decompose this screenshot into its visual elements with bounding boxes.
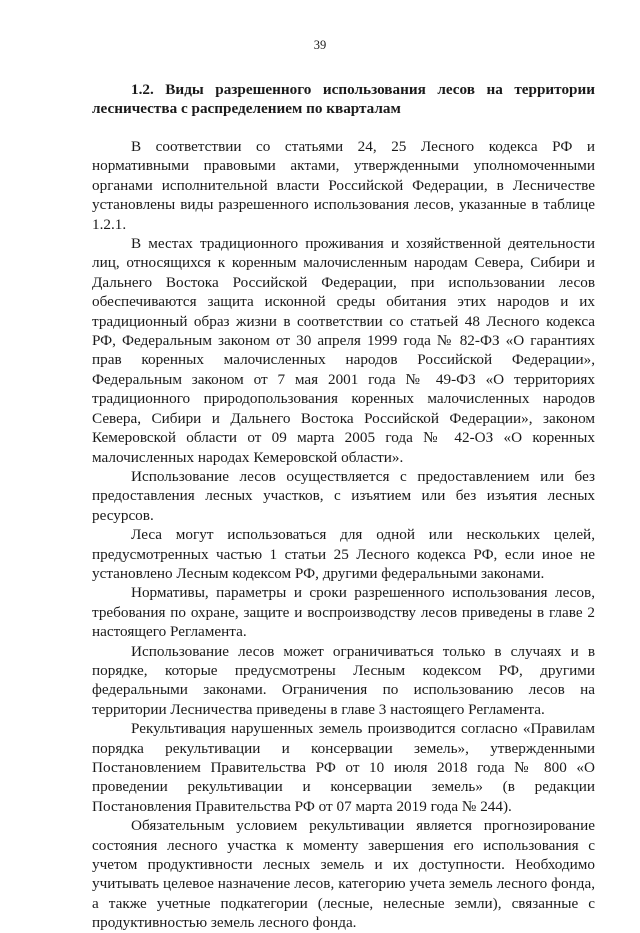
paragraph: Обязательным условием рекультивации является прогнозирование состояния лесного участка к моменту завершения его использования с учетом продуктивности лесных земель и их доступности. Необходимо учитывать целевое назначение лесов, категорию учета земель лесного фонда, а также учетные подкатегории (лесные, нелесные земли), связанные с продуктивностью земель лесного фонда.	[92, 817, 595, 932]
document-body	[92, 80, 595, 933]
paragraph: Использование лесов может ограничиваться только в случаях и в порядке, которые предусмотрены Лесным кодексом РФ, другими федеральными законами. Ограничения по использованию лесов на территории Лесничества приведены в главе 3 настоящего Регламента.	[92, 642, 595, 718]
paragraph: В местах традиционного проживания и хозяйственной деятельности лиц, относящихся к коренным малочисленным народам Севера, Сибири и Дальнего Востока Российской Федерации, при использовании лесов обеспечиваются защита исконной среды обитания этих народов и их традиционный образ жизни в соответствии со статьей 48 Лесного кодекса РФ, Федеральным законом от 30 апреля 1999 года № 82-ФЗ «О гарантиях прав коренных малочисленных народов Российской Федерации», Федеральным законом от 7 мая 2001 года № 49-ФЗ «О территориях традиционного природопользования коренных малочисленных народов Севера, Сибири и Дальнего Востока Российской Федерации», законом Кемеровской области от 09 марта 2005 года № 42-ОЗ «О коренных малочисленных народах Кемеровской области».	[92, 235, 595, 466]
paragraph: В соответствии со статьями 24, 25 Лесного кодекса РФ и нормативными правовыми актами, утвержденными уполномоченными органами исполнительной власти Российской Федерации, в Лесничестве установлены виды разрешенного использования лесов, указанные в таблице 1.2.1.	[92, 138, 595, 233]
paragraph: Нормативы, параметры и сроки разрешенного использования лесов, требования по охране, защите и воспроизводству лесов приведены в главе 2 настоящего Регламента.	[92, 584, 595, 641]
paragraph: Леса могут использоваться для одной или нескольких целей, предусмотренных частью 1 статьи 25 Лесного кодекса РФ, если иное не установлено Лесным кодексом РФ, другими федеральными законами.	[92, 526, 595, 582]
paragraph: Рекультивация нарушенных земель производится согласно «Правилам порядка рекультивации и консервации земель», утвержденными Постановлением Правительства РФ от 10 июля 2018 года № 800 «О проведении рекультивации и консервации земель» (в редакции Постановления Правительства РФ от 07 марта 2019 года № 244).	[92, 720, 595, 815]
page-number: 39	[313, 38, 327, 52]
section-heading: 1.2. Виды разрешенного использования лесов на территории лесничества с распределением по кварталам	[92, 81, 595, 117]
paragraph: Использование лесов осуществляется с предоставлением или без предоставления лесных участков, с изъятием или без изъятия лесных ресурсов.	[92, 467, 595, 524]
